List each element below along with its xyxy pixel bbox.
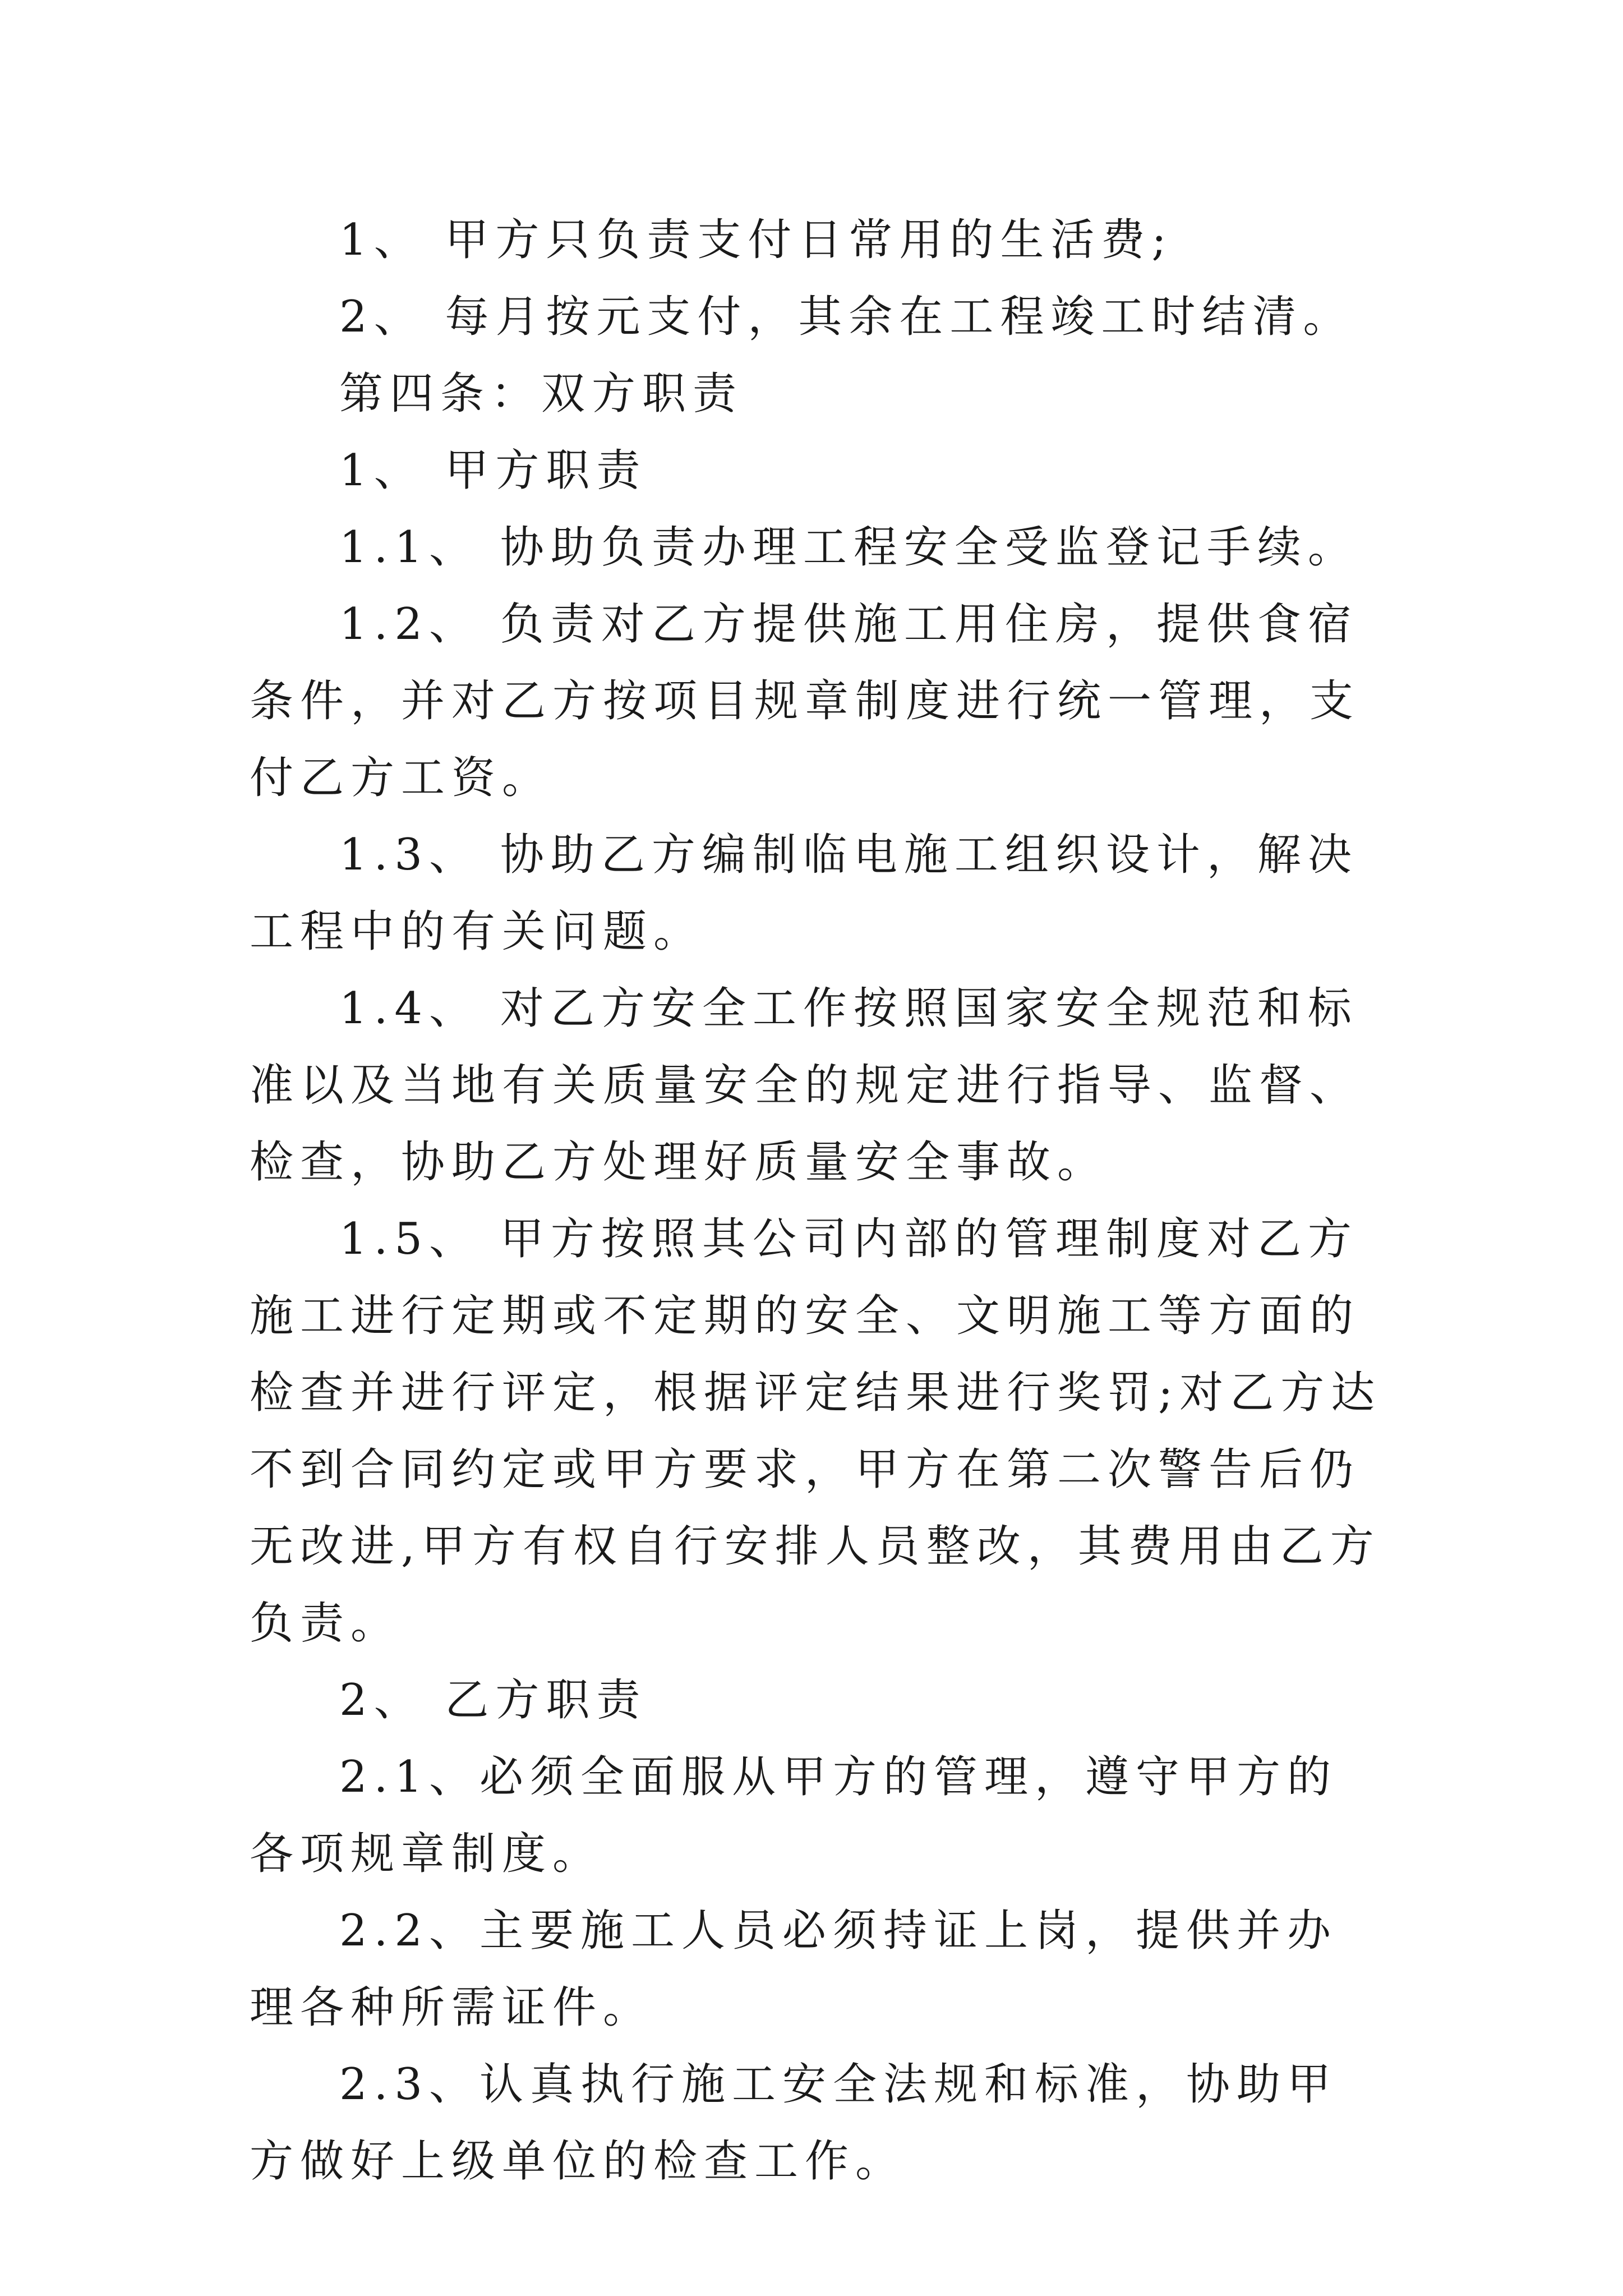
clause-1-2: 1.2、 负责对乙方提供施工用住房，提供食宿条件，并对乙方按项目规章制度进行统一管理，支付乙方工资。 bbox=[250, 599, 1361, 803]
clause-1-4: 1.4、 对乙方安全工作按照国家安全规范和标准以及当地有关质量安全的规定进行指导、监督、检查，协助乙方处理好质量安全事故。 bbox=[250, 983, 1361, 1188]
clause-1-5: 1.5、 甲方按照其公司内部的管理制度对乙方施工进行定期或不定期的安全、文明施工等方面的检查并进行评定，根据评定结果进行奖罚;对乙方达不到合同约定或甲方要求，甲方在第二次警告后仍无改进,甲方有权自行安排人员整改，其费用由乙方负责。 bbox=[250, 1214, 1382, 1649]
clause-1-1: 1.1、 协助负责办理工程安全受监登记手续。 bbox=[339, 522, 1358, 573]
clause-2-1: 2.1、必须全面服从甲方的管理，遵守甲方的各项规章制度。 bbox=[250, 1752, 1338, 1879]
paragraph-payment-living-expenses: 1、 甲方只负责支付日常用的生活费; bbox=[339, 215, 1173, 265]
party-b-duties-heading: 2、 乙方职责 bbox=[339, 1675, 647, 1726]
article-four-heading: 第四条：双方职责 bbox=[339, 369, 744, 419]
clause-2-2: 2.2、主要施工人员必须持证上岗，提供并办理各种所需证件。 bbox=[250, 1906, 1338, 2033]
party-a-duties-heading: 1、 甲方职责 bbox=[339, 445, 647, 496]
clause-2-3: 2.3、认真执行施工安全法规和标准，协助甲方做好上级单位的检查工作。 bbox=[250, 2059, 1338, 2187]
clause-1-3: 1.3、 协助乙方编制临电施工组织设计，解决工程中的有关问题。 bbox=[250, 830, 1358, 957]
document-body bbox=[250, 202, 1388, 2200]
paragraph-monthly-payment: 2、 每月按元支付，其余在工程竣工时结清。 bbox=[339, 292, 1354, 342]
